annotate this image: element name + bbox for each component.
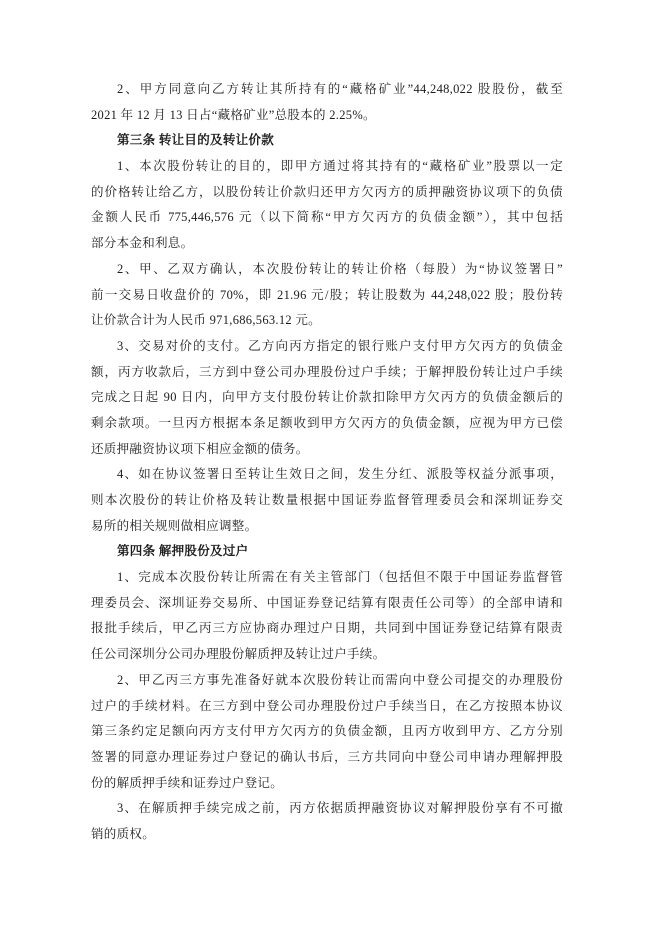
section-heading: 第四条 解押股份及过户: [117, 544, 249, 559]
text-line: 销的质权。: [91, 826, 156, 841]
section-heading: 第三条 转让目的及转让价款: [117, 133, 275, 148]
text-line: 2、甲、乙双方确认，本次股份转让的转让价格（每股）为“协议签署日”: [117, 261, 563, 276]
text-line: 易所的相关规则做相应调整。: [91, 518, 258, 533]
text-line: 份的解质押手续和证券过户登记。: [91, 775, 284, 790]
text-line: 2、甲方同意向乙方转让其所持有的“藏格矿业”44,248,022 股股份，截至: [117, 82, 563, 96]
text-line: 让价款合计为人民币 971,686,563.12 元。: [91, 313, 321, 328]
text-line: 3、交易对价的支付。乙方向丙方指定的银行账户支付甲方欠丙方的负债金: [117, 338, 563, 353]
text-line: 额，丙方收款后，三方到中登公司办理股份过户手续；于解押股份转让过户手续: [91, 364, 563, 379]
text-line: 1、完成本次股份转让所需在有关主管部门（包括但不限于中国证券监督管: [117, 570, 563, 585]
text-line: 4、如在协议签署日至转让生效日之间，发生分红、派股等权益分派事项，: [117, 467, 563, 482]
text-line: 签署的同意办理证券过户登记的确认书后，三方共同向中登公司申请办理解押股: [91, 749, 563, 764]
text-line: 完成之日起 90 日内，向甲方支付股份转让价款扣除甲方欠丙方的负债金额后的: [91, 390, 563, 405]
text-line: 剩余款项。一旦丙方根据本条足额收到甲方欠丙方的负债金额，应视为甲方已偿: [91, 415, 563, 430]
text-line: 前一交易日收盘价的 70%，即 21.96 元/股；转让股数为 44,248,022 股；股份转: [91, 287, 563, 302]
text-line: 还质押融资协议项下相应金额的债务。: [91, 441, 309, 456]
text-line: 3、在解质押手续完成之前，丙方依据质押融资协议对解押股份享有不可撤: [117, 801, 563, 816]
text-line: 任公司深圳分公司办理股份解质押及转让过户手续。: [91, 647, 386, 662]
text-line: 金额人民币 775,446,576 元（以下简称“甲方欠丙方的负债金额”），其中包括: [91, 210, 563, 225]
text-line: 的价格转让给乙方，以股份转让价款归还甲方欠丙方的质押融资协议项下的负债: [91, 184, 563, 199]
text-line: 2021 年 12 月 13 日占“藏格矿业”总股本的 2.25%。: [91, 107, 376, 122]
text-line: 2、甲乙丙三方事先准备好就本次股份转让而需向中登公司提交的办理股份: [117, 672, 563, 687]
text-line: 第三条约定足额向丙方支付甲方欠丙方的负债金额，且丙方收到甲方、乙方分别: [91, 724, 563, 739]
document-body: [91, 77, 563, 848]
text-line: 则本次股份的转让价格及转让数量根据中国证券监督管理委员会和深圳证券交: [91, 493, 563, 507]
text-line: 部分本金和利息。: [91, 236, 194, 251]
text-line: 报批手续后，甲乙丙三方应协商办理过户日期，共同到中国证券登记结算有限责: [91, 621, 563, 636]
text-line: 过户的手续材料。在三方到中登公司办理股份过户手续当日，在乙方按照本协议: [91, 698, 563, 713]
text-line: 1、本次股份转让的目的，即甲方通过将其持有的“藏格矿业”股票以一定: [117, 159, 563, 174]
text-line: 理委员会、深圳证券交易所、中国证券登记结算有限责任公司等）的全部申请和: [91, 595, 563, 610]
